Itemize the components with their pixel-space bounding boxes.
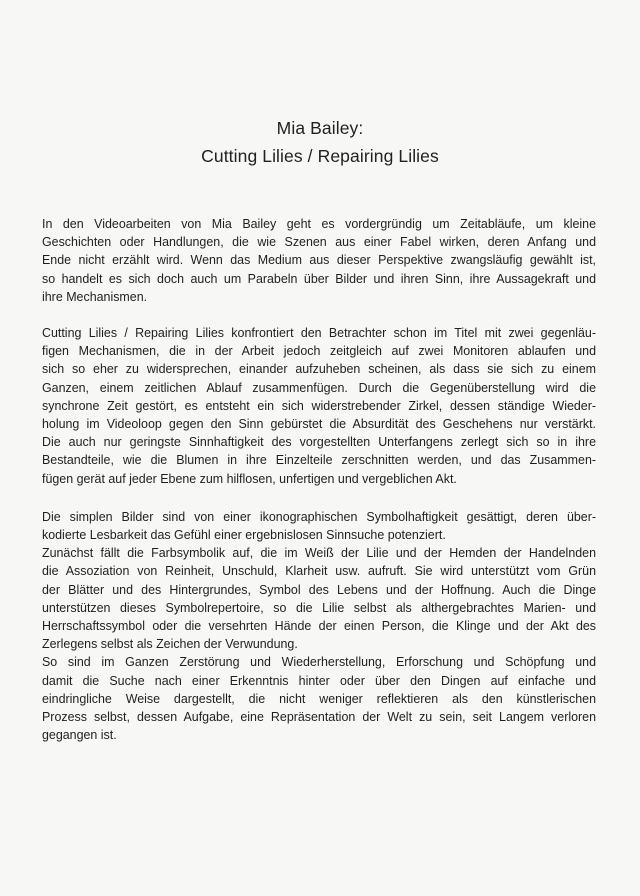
text-line: So sind im Ganzen Zerstörung und Wiederherstellung, Erforschung und Schöpfung und (42, 655, 596, 670)
text-line: gegangen ist. (42, 728, 117, 743)
text-line: fügen gerät auf jeder Ebene zum hilflosen, unfertigen und vergeblichen Akt. (42, 471, 457, 486)
text-line: Herrschaftssymbol oder die versehrten Hände der einen Person, die Klinge und der Akt des (42, 619, 596, 634)
title-work: Cutting Lilies / Repairing Lilies (201, 146, 439, 166)
text-line: die Assoziation von Reinheit, Unschuld, Klarheit usw. aufruft. Sie wird unterstützt vom Grün (42, 564, 596, 579)
text-line: Die auch nur geringste Sinnhaftigkeit des vorgestellten Unterfangens zerlegt sich so in ihre (42, 435, 596, 450)
text-line: unterstützen dieses Symbolrepertoire, so die Lilie selbst als althergebrachtes Marien- und (42, 600, 596, 615)
text-line: eindringliche Weise dargestellt, die nicht weniger reflektieren als den künstlerischen (42, 691, 596, 706)
text-line: holung im Videoloop gegen den Sinn gebürstet die Absurdität des Geschehens nur verstärkt. (42, 417, 596, 432)
page-title (0, 114, 640, 170)
text-line: Ganzen, einem zeitlichen Ablauf zusammenfügen. Durch die Gegenüberstellung wird die (42, 380, 596, 395)
text-line: ihre Mechanismen. (42, 289, 148, 304)
text-line: Cutting Lilies / Repairing Lilies konfrontiert den Betrachter schon im Titel mit zwei gegenläu- (42, 326, 596, 341)
text-line: Geschichten oder Handlungen, die wie Szenen aus einer Fabel wirken, deren Anfang und (42, 235, 596, 250)
text-line: sich so eher zu widersprechen, einander aufzuheben scheinen, als dass sie sich zu einem (42, 362, 596, 377)
paragraph-5 (42, 653, 596, 744)
text-line: synchrone Zeit gestört, es entsteht ein sich widerstrebender Zirkel, dessen ständige Wieder- (42, 398, 596, 413)
text-line: kodierte Lesbarkeit das Gefühl einer ergebnislosen Sinnsuche potenziert. (42, 528, 446, 543)
text-line: Bestandteile, wie die Blumen in ihre Einzelteile zerschnitten werden, und das Zusammen- (42, 453, 596, 468)
text-line: Die simplen Bilder sind von einer ikonographischen Symbolhaftigkeit gesättigt, deren über- (42, 509, 596, 524)
text-line: figen Mechanismen, die in der Arbeit jedoch zeitgleich auf zwei Monitoren ablaufen und (42, 344, 596, 359)
paragraph-3 (42, 508, 596, 544)
text-line: damit die Suche nach einer Erkenntnis hinter oder über den Dingen auf einfache und (42, 673, 596, 688)
title-author: Mia Bailey: (276, 118, 364, 138)
body-text (42, 215, 596, 744)
text-line: Ende nicht erzählt wird. Wenn das Medium aus dieser Perspektive zwangsläufig gewählt ist, (42, 253, 596, 268)
text-line: In den Videoarbeiten von Mia Bailey geht es vordergründig um Zeitabläufe, um kleine (42, 217, 596, 231)
paragraph-1 (42, 215, 596, 306)
paragraph-4 (42, 544, 596, 653)
paragraph-2 (42, 324, 596, 488)
text-line: Zunächst fällt die Farbsymbolik auf, die im Weiß der Lilie und der Hemden der Handelnden (42, 546, 596, 561)
text-line: Prozess selbst, dessen Aufgabe, eine Repräsentation der Welt zu sein, seit Langem verloren (42, 710, 596, 725)
text-line: der Blätter und des Hintergrundes, Symbol des Lebens und der Hoffnung. Auch die Dinge (42, 582, 596, 597)
text-line: so handelt es sich doch auch um Parabeln über Bilder und ihren Sinn, ihre Aussagekraft und (42, 271, 596, 286)
text-line: Zerlegens selbst als Zeichen der Verwundung. (42, 637, 298, 652)
